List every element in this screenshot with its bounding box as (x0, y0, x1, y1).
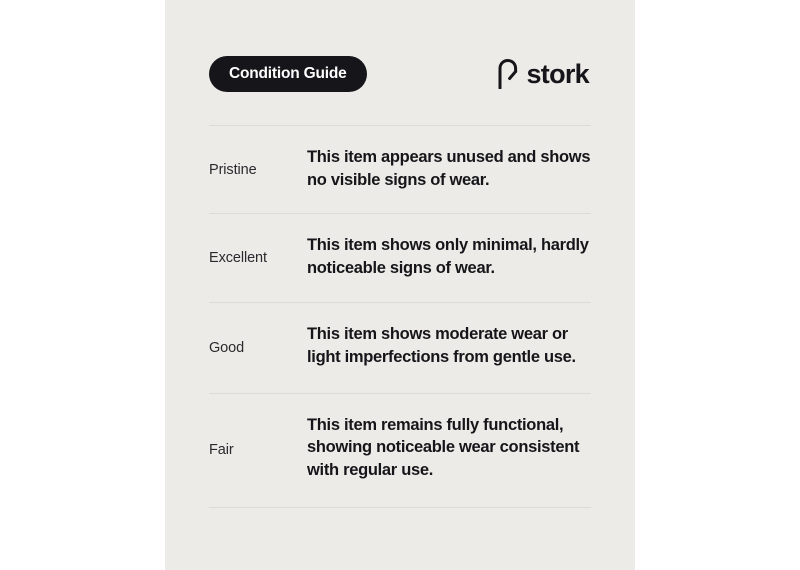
condition-description: This item shows moderate wear or light imperfections from gentle use. (307, 325, 576, 366)
card-content (209, 0, 591, 570)
table-row (209, 393, 591, 509)
brand-name: stork (526, 58, 589, 89)
condition-label: Fair (209, 442, 234, 459)
brand-lockup (497, 59, 589, 89)
condition-label: Good (209, 339, 245, 356)
condition-description: This item appears unused and shows no visible signs of wear. (307, 148, 591, 189)
condition-table (209, 125, 591, 508)
condition-guide-badge: Condition Guide (209, 56, 367, 93)
condition-guide-card (165, 0, 635, 570)
table-row (209, 213, 591, 302)
card-header (209, 54, 591, 94)
table-row (209, 302, 591, 392)
stork-logo-icon (497, 59, 519, 89)
condition-label: Excellent (209, 250, 267, 267)
table-row (209, 125, 591, 213)
condition-label: Pristine (209, 161, 257, 178)
condition-description: This item shows only minimal, hardly noticeable signs of wear. (307, 236, 589, 277)
condition-description: This item remains fully functional, showing noticeable wear consistent with regular use. (307, 415, 580, 479)
